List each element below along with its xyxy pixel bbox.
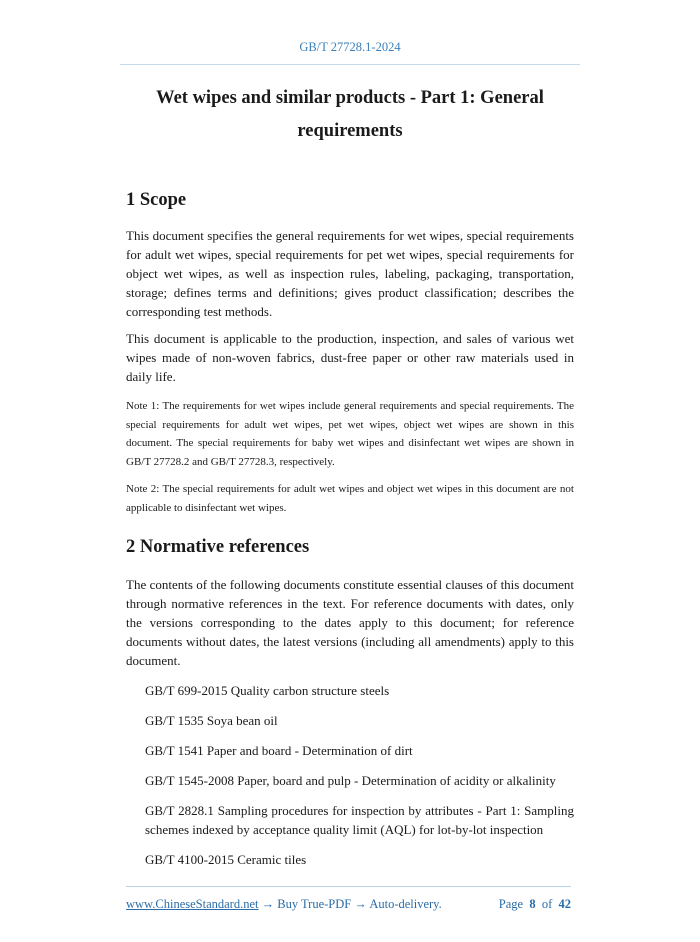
content (126, 188, 574, 880)
delivery-text: Auto-delivery. (369, 897, 442, 911)
buy-text: Buy True-PDF (277, 897, 352, 911)
footer-divider (126, 886, 571, 887)
footer-area (0, 880, 700, 942)
note: Note 2: The special requirements for adult wet wipes and object wet wipes in this document are not applicable to disinfectant wet wipes. (126, 483, 574, 514)
header-divider (120, 64, 580, 65)
paragraph: The contents of the following documents constitute essential clauses of this document through normative references in the text. For reference documents with dates, only the versions corresponding to the dates apply to this document; for reference documents without dates, the latest versions (including all amendments) apply to this document. (126, 577, 574, 668)
paragraph: This document is applicable to the production, inspection, and sales of various wet wipes made of non-woven fabrics, dust-free paper or other raw materials used in daily life. (126, 331, 574, 384)
total-pages: 42 (558, 897, 571, 911)
reference-item: GB/T 2828.1 Sampling procedures for inspection by attributes - Part 1: Sampling schemes indexed by acceptance quality limit (AQL) for lot-by-lot inspection (145, 803, 574, 837)
footer-promo (126, 896, 442, 912)
website-link[interactable]: www.ChineseStandard.net (126, 897, 259, 911)
reference-item: GB/T 1541 Paper and board - Determination of dirt (145, 743, 413, 758)
page-label: Page (498, 897, 524, 911)
document-title: Wet wipes and similar products - Part 1: General requirements (156, 88, 544, 141)
header-doc-id: GB/T 27728.1-2024 (299, 40, 401, 54)
page-number (499, 896, 571, 912)
reference-item: GB/T 699-2015 Quality carbon structure steels (145, 683, 390, 698)
reference-item: GB/T 1535 Soya bean oil (145, 713, 278, 728)
reference-item: GB/T 1545-2008 Paper, board and pulp - Determination of acidity or alkalinity (145, 773, 556, 788)
reference-item: GB/T 4100-2015 Ceramic tiles (145, 852, 307, 867)
footer (126, 896, 571, 912)
paragraph: This document specifies the general requirements for wet wipes, special requirements for adult wet wipes, special requirements for pet wet wipes, special requirements for object wet wipes, as well as inspection rules, labeling, packaging, transportation, storage; defines terms and definitions; gives product classification; describes the corresponding test methods. (126, 228, 574, 319)
arrow-icon: → (261, 897, 275, 911)
section-heading-scope: 1 Scope (126, 190, 187, 210)
note: Note 1: The requirements for wet wipes include general requirements and special requirements. The special requirements for adult wet wipes, pet wet wipes, object wet wipes are shown in this document. The special requirements for baby wet wipes and disinfectant wet wipes are shown in GB/T 27728.2 and GB/T 27728.3, respectively. (126, 400, 574, 468)
arrow-icon: → (354, 897, 367, 911)
current-page: 8 (529, 897, 536, 911)
of-label: of (541, 897, 553, 911)
section-heading-normative-references: 2 Normative references (126, 537, 310, 557)
